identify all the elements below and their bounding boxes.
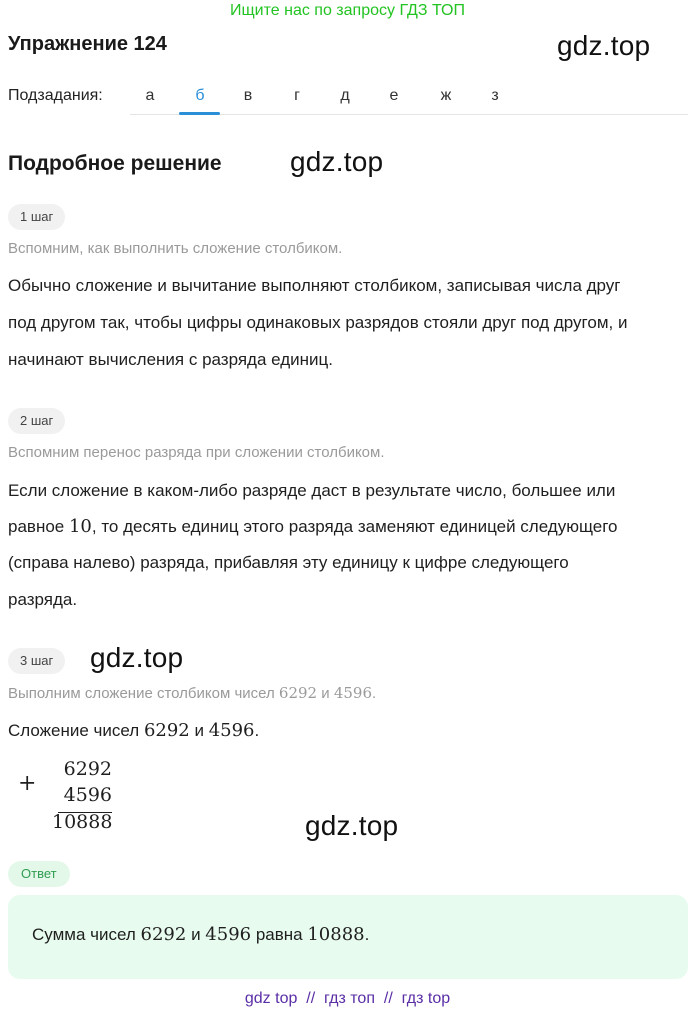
step-text-line: начинают вычисления с разряда единиц. [8, 350, 333, 369]
watermark: gdz.top [305, 810, 399, 841]
subtask-tab-z[interactable]: з [491, 87, 499, 104]
step-badge: 3 шаг [8, 648, 65, 674]
text-fragment: и [317, 685, 334, 702]
step-text-line [8, 712, 259, 749]
subtasks-label: Подзадания: [8, 87, 103, 104]
section-title: Подробное решение [8, 152, 222, 175]
text-fragment: равна [251, 925, 308, 944]
subtask-tab-b[interactable]: б [195, 87, 205, 104]
plus-sign: + [18, 771, 37, 796]
page-title: Упражнение 124 [8, 33, 167, 55]
step-text-line: Если сложение в каком-либо разряде даст в результате число, большее или [8, 481, 616, 500]
math-number: 4596 [208, 720, 255, 741]
math-number: 6292 [140, 924, 187, 945]
column-addend: 6292 [63, 758, 112, 780]
math-number: 4596 [205, 924, 252, 945]
promo-banner[interactable]: Ищите нас по запросу ГДЗ ТОП [230, 2, 465, 19]
active-tab-indicator [179, 112, 220, 115]
math-number: 6292 [278, 684, 318, 702]
step-hint: Вспомним перенос разряда при сложении столбиком. [8, 444, 385, 461]
math-number: 10 [68, 516, 92, 537]
footer-links[interactable]: gdz top // гдз топ // гдз top [244, 990, 451, 1007]
subtask-tab-e[interactable]: е [389, 87, 399, 104]
step-text-line [8, 508, 618, 545]
text-fragment: Сумма чисел [32, 925, 141, 944]
step-hint: Вспомним, как выполнить сложение столбиком. [8, 240, 343, 257]
text-fragment: и [186, 925, 206, 944]
math-number: 6292 [143, 720, 190, 741]
text-fragment: равное [8, 517, 69, 536]
step-hint [8, 684, 376, 702]
answer-badge: Ответ [8, 861, 70, 887]
text-fragment: , то десять единиц этого разряда заменяют единицей следующего [91, 517, 618, 536]
column-addend: 4596 [63, 784, 112, 806]
text-fragment: . [372, 685, 377, 702]
text-fragment: . [364, 925, 370, 944]
text-fragment: Сложение чисел [8, 721, 144, 740]
answer-text [32, 924, 369, 945]
subtask-tab-v[interactable]: в [243, 87, 253, 104]
step-text-line: (справа налево) разряда, прибавляя эту единицу к цифре следующего [8, 553, 569, 572]
text-fragment: . [254, 721, 260, 740]
text-fragment: и [189, 721, 209, 740]
step-text-line: под другом так, чтобы цифры одинаковых разрядов стояли друг под другом, и [8, 313, 628, 332]
watermark: gdz.top [557, 30, 651, 61]
math-number: 10888 [307, 924, 365, 945]
subtask-tab-d[interactable]: д [340, 87, 350, 104]
step-text-line: Обычно сложение и вычитание выполняют столбиком, записывая числа друг [8, 276, 621, 295]
watermark: gdz.top [290, 146, 384, 177]
watermark: gdz.top [90, 642, 184, 673]
text-fragment: Выполним сложение столбиком чисел [8, 685, 279, 702]
subtask-tab-g[interactable]: г [294, 87, 300, 104]
column-sum: 10888 [52, 811, 113, 833]
subtask-tab-a[interactable]: а [145, 87, 155, 104]
step-text-line: разряда. [8, 590, 78, 609]
subtask-tab-zh[interactable]: ж [440, 87, 452, 104]
step-badge: 2 шаг [8, 408, 65, 434]
step-badge: 1 шаг [8, 204, 65, 230]
math-number: 4596 [333, 684, 373, 702]
